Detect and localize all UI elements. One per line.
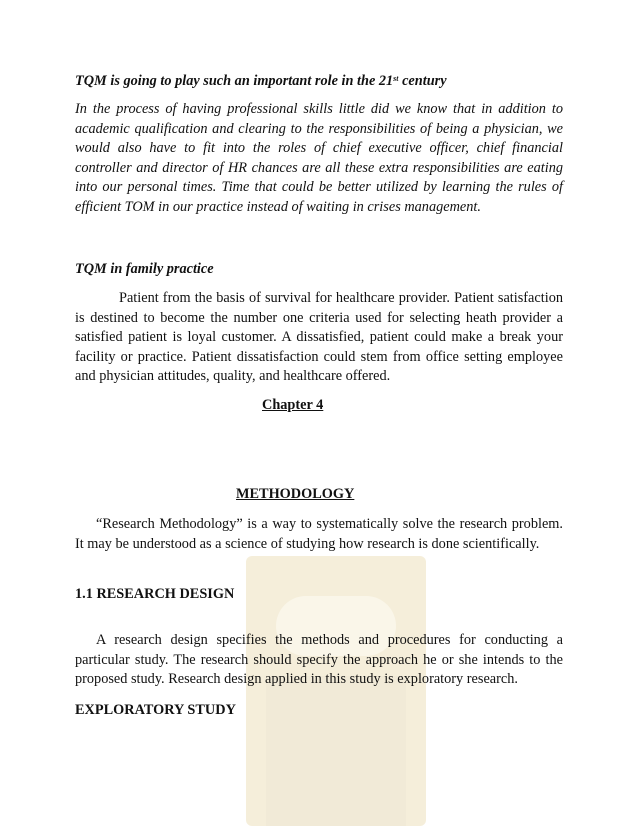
chapter-title: METHODOLOGY [236,486,355,502]
research-design-heading: 1.1 RESEARCH DESIGN [75,586,235,602]
research-design-paragraph: A research design specifies the methods and procedures for conducting a particular study. The research should specify the approach he or she intends to the proposed study. Research design applied in this study is exploratory research. [75,632,563,688]
section-heading-family-practice: TQM in family practice [75,261,214,277]
methodology-intro-paragraph: “Research Methodology” is a way to systematically solve the research problem. It may be understood as a science of studying how research is done scientifically. [75,516,563,552]
section-paragraph-tqm-role: In the process of having professional skills little did we know that in addition to academic qualification and clearing to the responsibilities of being a physician, we would also have to fit into the roles of chief executive officer, chief financial controller and director of HR chances are all these extra responsibilities are eating into our personal times. Time that could be better utilized by learning the rules of efficient TOM in our practice instead of waiting in crises management. [75,101,563,215]
section-paragraph-family-practice: Patient from the basis of survival for healthcare provider. Patient satisfaction is destined to become the number one criteria used for selecting heath provider a satisfied patient is loyal customer. A dissatisfied, patient could make a break your facility or practice. Patient dissatisfaction could stem from office setting employee and physician attitudes, quality, and healthcare offered. [75,290,563,385]
exploratory-study-heading: EXPLORATORY STUDY [75,702,236,718]
chapter-label: Chapter 4 [262,397,324,413]
section-heading-tqm-role: TQM is going to play such an important role in the 21st century [75,73,447,89]
